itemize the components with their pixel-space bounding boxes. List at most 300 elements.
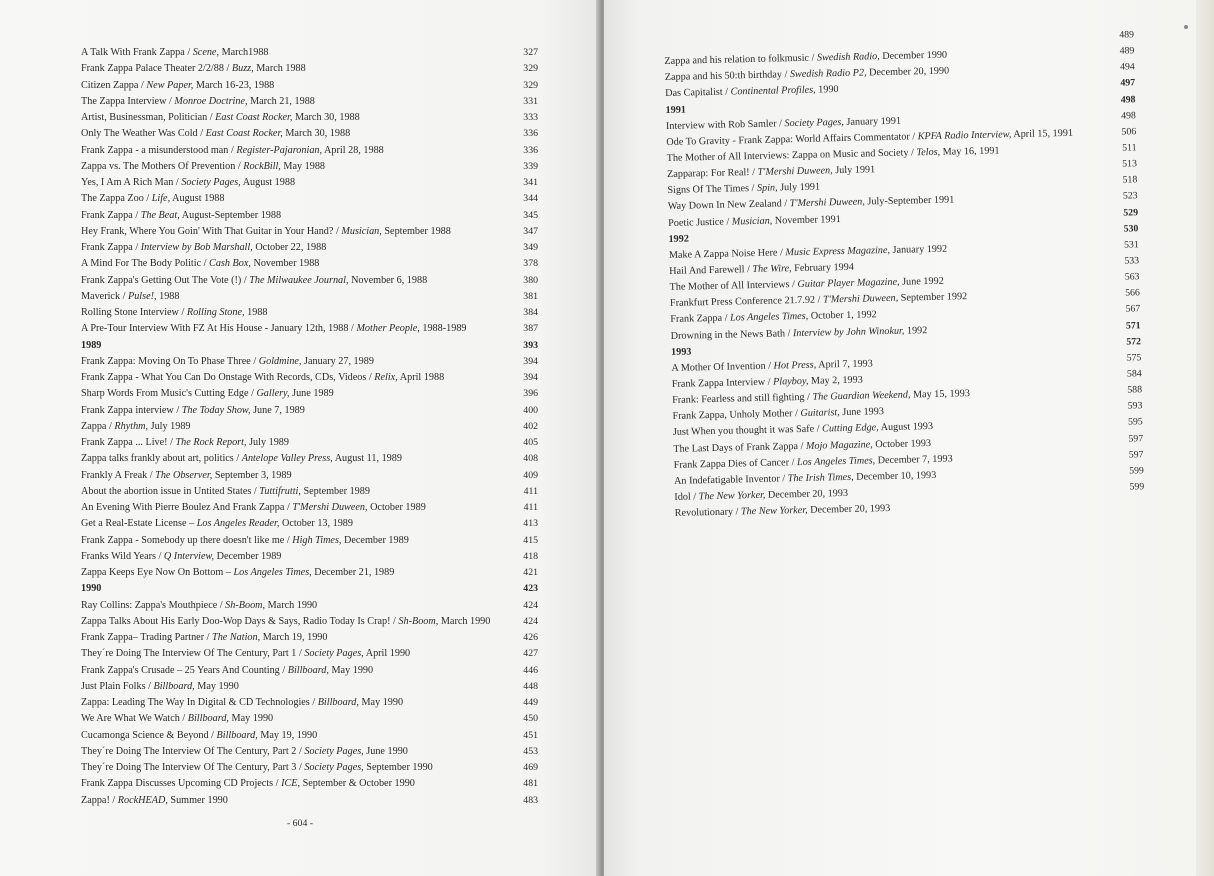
toc-page-number: 336	[523, 128, 538, 140]
toc-entry	[81, 128, 538, 144]
toc-entry-text: Frank Zappa– Trading Partner / The Nation, March 19, 1990	[81, 632, 328, 643]
toc-entry-source: Cutting Edge,	[821, 422, 879, 435]
toc-page-number: 329	[523, 63, 538, 75]
toc-entry-title: Frank Zappa Discusses Upcoming CD Projects	[81, 778, 274, 790]
toc-page-number: 329	[523, 79, 538, 91]
toc-entry-title: A Pre-Tour Interview With FZ At His House - January 12th, 1988	[81, 323, 349, 335]
toc-entry-date: May 1990	[231, 713, 274, 725]
toc-entry	[81, 616, 538, 632]
toc-entry-date: December 1990	[882, 49, 948, 63]
toc-entry-title: Frank Zappa's Getting Out The Vote (!)	[81, 274, 242, 286]
toc-page-number: 575	[1126, 352, 1142, 364]
toc-entry	[81, 437, 538, 453]
toc-entry-title: A Talk With Frank Zappa	[81, 47, 185, 58]
toc-entry-text: About the abortion issue in Untited States / Tuttifrutti, September 1989	[81, 485, 370, 497]
toc-entry-date: March 21, 1988	[250, 95, 315, 107]
toc-entry-text: Rolling Stone Interview / Rolling Stone, 1988	[81, 307, 268, 318]
toc-entry-date: July 1989	[150, 420, 191, 432]
toc-entry-title: The Zappa Zoo	[81, 193, 144, 205]
toc-entry-source: The Today Show,	[181, 404, 251, 416]
toc-entry-source: Society Pages,	[181, 177, 241, 188]
toc-entry-title: Rolling Stone Interview	[81, 307, 179, 318]
toc-entry	[81, 681, 538, 697]
toc-entry-title: Frank Zappa– Trading Partner	[81, 632, 205, 643]
toc-entry-date: December 10, 1993	[856, 469, 937, 483]
toc-entry-text: Frank Zappa Discusses Upcoming CD Projects / ICE, September & October 1990	[81, 778, 415, 790]
toc-entry-text: Drowning in the News Bath / Interview by John Winokur, 1992	[670, 324, 928, 342]
toc-entry-source: Playboy,	[772, 375, 809, 388]
toc-entry-date: April 7, 1993	[818, 358, 873, 371]
toc-entry-source: Interview by Bob Marshall,	[140, 242, 253, 253]
toc-entry-source: The Observer,	[155, 469, 213, 481]
toc-entry-title: Zappa and his relation to folkmusic	[664, 52, 810, 68]
toc-entry-source: KPFA Radio Interview,	[917, 128, 1012, 143]
toc-entry-text: Artist, Businessman, Politician / East Coast Rocker, March 30, 1988	[81, 112, 360, 123]
toc-page-number: 563	[1124, 271, 1140, 283]
toc-page-number: 451	[523, 729, 538, 741]
toc-page-number: 418	[523, 550, 538, 562]
toc-entry-source: East Coast Rocker,	[205, 128, 283, 140]
toc-entry-date: May 1988	[283, 160, 326, 172]
toc-entry-source: East Coast Rocker,	[215, 112, 293, 123]
toc-entry-source: Continental Profiles,	[730, 84, 816, 98]
toc-entry-date: August 1988	[172, 193, 225, 205]
page-number-footer: - 604 -	[286, 818, 314, 829]
toc-entry-source: Hot Press,	[773, 359, 817, 372]
toc-entry-title: Get a Real-Estate License –	[81, 518, 195, 530]
toc-entry-title: Frank Zappa - What You Can Do Onstage With Records, CDs, Videos	[81, 372, 367, 383]
toc-entry-title: Drowning in the News Bath	[670, 327, 786, 342]
toc-entry-date: May 16, 1991	[942, 145, 1000, 158]
toc-entry-source: Mojo Magazine,	[805, 438, 873, 452]
toc-entry-date: August-September 1988	[181, 209, 282, 221]
toc-entry-text: Frank Zappa Palace Theater 2/2/88 / Buzz, March 1988	[81, 63, 306, 75]
toc-entry-source: Tuttifrutti,	[259, 485, 301, 497]
toc-entry-source: ICE,	[281, 778, 301, 790]
toc-entry-source: Rhythm,	[114, 420, 149, 432]
toc-page-number: 566	[1125, 287, 1140, 299]
toc-entry-source: Guitarist,	[800, 407, 840, 420]
toc-entry-title: Hey Frank, Where You Goin' With That Guitar in Your Hand?	[81, 225, 334, 237]
toc-page-number: 405	[523, 437, 538, 448]
toc-entry-text: Zapparap: For Real! / T'Mershi Duween, July 1991	[666, 164, 876, 181]
toc-entry-source: Mother People,	[356, 323, 420, 335]
toc-entry-text: Sharp Words From Music's Cutting Edge / Gallery, June 1989	[81, 388, 334, 400]
toc-entry-source: The New Yorker,	[740, 504, 808, 518]
right-toc-list	[664, 29, 1145, 524]
toc-entry-text: Zappa: Leading The Way In Digital & CD Technologies / Billboard, May 1990	[81, 697, 404, 708]
toc-entry-date: January 1991	[846, 115, 902, 128]
toc-page-number: 394	[523, 355, 538, 367]
toc-entry-title: Ray Collins: Zappa's Mouthpiece	[81, 599, 218, 611]
toc-entry	[81, 193, 538, 209]
toc-entry-text: Frankfurt Press Conference 21.7.92 / T'Mershi Duween, September 1992	[669, 291, 968, 310]
page-edge	[1196, 0, 1214, 876]
toc-year: 1991	[665, 104, 687, 116]
toc-page-number: 571	[1125, 319, 1141, 332]
toc-entry-text: We Are What We Watch / Billboard, May 1990	[81, 713, 274, 725]
toc-entry-title: Frank Zappa - Somebody up there doesn't like me	[81, 534, 285, 546]
toc-entry-title: Make A Zappa Noise Here	[668, 247, 778, 261]
toc-page-number: 453	[523, 745, 538, 757]
toc-entry	[81, 112, 538, 128]
toc-entry	[81, 145, 538, 161]
toc-page-number: 448	[523, 680, 538, 692]
toc-page-number: 347	[523, 225, 538, 237]
toc-page-number: 333	[523, 112, 538, 123]
toc-entry-text: Poetic Justice / Musician, November 1991	[668, 213, 841, 229]
toc-entry-date: April 1988	[399, 372, 445, 383]
toc-entry-date: October 13, 1989	[281, 518, 353, 530]
toc-page-number: 529	[1123, 206, 1139, 219]
toc-entry-date: September 1988	[384, 225, 451, 237]
toc-entry-source: Gallery,	[256, 388, 290, 400]
toc-entry	[81, 518, 538, 534]
toc-entry-title: Frank Zappa	[670, 313, 723, 326]
toc-page-number: 400	[523, 404, 538, 416]
toc-entry-text: Idol / The New Yorker, December 20, 1993	[674, 487, 849, 503]
toc-entry-text: Hail And Farewell / The Wire, February 1994	[669, 261, 855, 277]
toc-page-number: 345	[523, 209, 538, 221]
toc-entry-date: 1988	[247, 307, 268, 318]
toc-entry-title: They´re Doing The Interview Of The Century, Part 2	[81, 745, 297, 757]
scan-speck	[1184, 25, 1188, 29]
toc-entry	[81, 778, 538, 794]
toc-page-number: 411	[523, 485, 538, 497]
toc-entry-date: October 22, 1988	[255, 242, 327, 253]
toc-entry-source: Relix,	[374, 372, 398, 383]
toc-entry-text: Frank Zappa / The Beat, August-September 1988	[81, 209, 282, 221]
toc-entry-source: The Irish Times,	[787, 471, 854, 485]
toc-entry-text: Frank Zappa - What You Can Do Onstage With Records, CDs, Videos / Relix, April 1988	[81, 372, 445, 383]
toc-entry-text: Frank Zappa - a misunderstood man / Register-Pajaronian, April 28, 1988	[81, 144, 384, 156]
toc-entry-source: Antelope Valley Press,	[241, 453, 333, 465]
toc-entry	[81, 697, 538, 713]
toc-page-number: 567	[1125, 303, 1141, 315]
toc-entry-date: April 15, 1991	[1013, 127, 1074, 140]
toc-entry-date: July 1991	[780, 181, 821, 194]
toc-entry-date: December 20, 1993	[767, 487, 849, 501]
toc-entry-text: Frank Zappa Dies of Cancer / Los Angeles Times, December 7, 1993	[673, 453, 953, 471]
toc-entry-source: Los Angeles Reader,	[196, 518, 280, 530]
toc-entry-date: March 1990	[267, 599, 318, 611]
toc-entry-date: March 1988	[256, 63, 306, 75]
toc-entry-text: The Zappa Interview / Monroe Doctrine, March 21, 1988	[81, 95, 315, 107]
toc-entry-date: May 15, 1993	[912, 388, 971, 401]
toc-entry-source: Life,	[151, 193, 171, 205]
toc-page-number: 344	[523, 193, 538, 205]
toc-year-heading	[81, 583, 538, 599]
toc-entry-source: Billboard,	[153, 680, 195, 692]
toc-page-number: 597	[1128, 432, 1144, 445]
toc-entry-title: A Mother Of Invention	[671, 360, 766, 374]
toc-entry-date: May 1990	[361, 697, 404, 708]
toc-entry-text: Just Plain Folks / Billboard, May 1990	[81, 680, 239, 692]
toc-entry-source: T'Mershi Duween,	[292, 502, 368, 513]
toc-entry-text: Frank Zappa: Moving On To Phase Three / Goldmine, January 27, 1989	[81, 355, 374, 367]
toc-entry-text: Zappa Talks About His Early Doo-Wop Days & Says, Radio Today Is Crap! / Sh-Boom, March 1990	[81, 615, 491, 627]
toc-entry	[81, 713, 538, 729]
toc-page-number: 339	[523, 160, 538, 172]
toc-entry-source: Cash Box,	[209, 258, 251, 270]
toc-entry-title: Artist, Businessman, Politician	[81, 112, 208, 123]
toc-page-number: 423	[523, 583, 538, 595]
toc-entry-date: October 1993	[875, 437, 932, 450]
toc-entry-source: High Times,	[292, 534, 342, 546]
toc-page-number: 469	[523, 762, 538, 773]
toc-page-number: 513	[1122, 158, 1138, 170]
toc-entry-date: 1990	[818, 84, 839, 96]
toc-entry-text: Zappa / Rhythm, July 1989	[81, 420, 191, 432]
toc-page-number: 489	[1119, 29, 1135, 41]
toc-entry-date: September 3, 1989	[214, 469, 292, 481]
toc-entry-date: September 1989	[303, 485, 370, 497]
toc-entry-date: October 1, 1992	[810, 309, 877, 323]
toc-entry	[81, 746, 538, 762]
toc-entry-date: December 7, 1993	[877, 453, 953, 466]
toc-page-number: 518	[1122, 174, 1138, 186]
toc-entry-source: The Nation,	[212, 632, 261, 643]
toc-entry-text: Zappa and his 50:th birthday / Swedish Radio P2, December 20, 1990	[664, 65, 950, 84]
toc-entry-text: Zappa and his relation to folkmusic / Swedish Radio, December 1990	[664, 49, 948, 68]
toc-entry	[81, 80, 538, 96]
toc-entry	[81, 730, 538, 746]
toc-entry-source: Society Pages,	[304, 745, 364, 757]
toc-entry	[81, 551, 538, 567]
toc-page-number: 409	[523, 469, 538, 481]
toc-page-number: 599	[1129, 465, 1145, 477]
toc-entry-date: November 1988	[253, 258, 320, 270]
toc-page-number: 341	[523, 177, 538, 188]
toc-entry-title: Frank Zappa - a misunderstood man	[81, 144, 229, 156]
toc-entry-date: January 1992	[892, 243, 948, 256]
toc-entry-text: Frankly A Freak / The Observer, September 3, 1989	[81, 469, 292, 481]
toc-entry	[81, 177, 538, 193]
toc-entry-source: The Milwaukee Journal,	[249, 274, 349, 286]
toc-page-number: 595	[1127, 416, 1143, 428]
toc-entry-text: Frank Zappa's Getting Out The Vote (!) / The Milwaukee Journal, November 6, 1988	[81, 274, 428, 286]
toc-entry-text: The Mother of All Interviews / Guitar Player Magazine, June 1992	[669, 275, 944, 294]
toc-page-number: 349	[523, 242, 538, 253]
toc-entry-date: March 30, 1988	[294, 112, 360, 123]
toc-entry	[81, 648, 538, 664]
toc-page-number: 530	[1123, 222, 1139, 235]
toc-entry-source: Billboard,	[317, 697, 359, 708]
toc-entry-text: Way Down In New Zealand / T'Mershi Duween, July-September 1991	[667, 194, 955, 213]
toc-entry-source: Los Angeles Times,	[796, 454, 876, 468]
toc-entry-title: An Indefatigable Inventor	[673, 473, 780, 487]
toc-year: 1990	[81, 583, 102, 595]
toc-entry-source: The Wire,	[752, 263, 792, 276]
toc-entry-source: RockBill,	[243, 160, 281, 172]
toc-page-number: 584	[1126, 368, 1142, 380]
toc-entry-title: Frank Zappa Palace Theater 2/2/88	[81, 63, 224, 75]
toc-entry-date: September 1990	[366, 762, 433, 773]
toc-entry-source: Q Interview,	[163, 550, 215, 562]
toc-entry-source: Billboard,	[187, 713, 229, 725]
toc-entry-title: Frank Zappa interview	[81, 404, 174, 416]
toc-entry-source: Society Pages,	[304, 762, 364, 773]
toc-entry-text: Yes, I Am A Rich Man / Society Pages, August 1988	[81, 177, 296, 188]
toc-entry-title: Maverick	[81, 290, 121, 302]
toc-entry-date: November 6, 1988	[351, 274, 428, 286]
toc-entry-source: Sh-Boom,	[398, 615, 439, 627]
toc-entry-title: Zappa and his 50:th birthday	[664, 69, 783, 84]
toc-entry-title: Frankfurt Press Conference 21.7.92	[669, 294, 816, 310]
toc-page-number: 426	[523, 632, 538, 643]
toc-entry-source: Spin,	[756, 182, 778, 195]
toc-entry-text: Frank Zappa, Unholy Mother / Guitarist, June 1993	[672, 406, 885, 423]
toc-page-number: 593	[1127, 400, 1143, 412]
toc-entry-source: The Guardian Weekend,	[812, 389, 911, 403]
toc-entry-text: They´re Doing The Interview Of The Century, Part 2 / Society Pages, June 1990	[81, 745, 408, 757]
toc-year: 1993	[670, 346, 692, 358]
toc-entry	[81, 63, 538, 79]
toc-page-number: 523	[1122, 190, 1138, 203]
toc-entry-source: Scene,	[192, 47, 220, 58]
toc-entry-text: Only The Weather Was Cold / East Coast Rocker, March 30, 1988	[81, 128, 351, 140]
toc-entry	[81, 388, 538, 404]
toc-entry-source: The New Yorker,	[698, 489, 766, 503]
toc-entry-text: Interview with Rob Samler / Society Pages, January 1991	[665, 115, 902, 132]
toc-entry-text: Cucamonga Science & Beyond / Billboard, May 19, 1990	[81, 729, 318, 741]
toc-entry-title: Frank Zappa Interview	[671, 376, 766, 390]
toc-page-number: 424	[523, 615, 538, 627]
toc-page-number: 449	[523, 697, 538, 708]
toc-entry-date: November 1991	[774, 213, 841, 227]
toc-page-number: 489	[1119, 45, 1135, 57]
toc-entry-source: The Beat,	[140, 209, 180, 221]
toc-entry-source: Swedish Radio,	[816, 51, 880, 64]
toc-entry	[81, 291, 538, 307]
toc-entry-date: December 1989	[216, 550, 282, 562]
toc-page-number: 498	[1121, 110, 1136, 122]
toc-entry-text: Ray Collins: Zappa's Mouthpiece / Sh-Boom, March 1990	[81, 599, 318, 611]
toc-entry-text: Frank Zappa ... Live! / The Rock Report, July 1989	[81, 437, 289, 448]
toc-entry-title: Idol	[674, 491, 691, 503]
toc-entry-title: Just Plain Folks	[81, 680, 146, 692]
toc-entry-text: A Mind For The Body Politic / Cash Box, November 1988	[81, 258, 320, 270]
toc-entry-source: Monroe Doctrine,	[174, 95, 248, 107]
toc-entry-source: T'Mershi Duween,	[789, 196, 866, 210]
toc-entry-text: A Pre-Tour Interview With FZ At His House - January 12th, 1988 / Mother People, 1988-1989	[81, 323, 467, 335]
toc-entry	[81, 372, 538, 388]
toc-entry-title: Ode To Gravity - Frank Zappa: World Affairs Commentator	[666, 131, 910, 148]
toc-entry-date: March 19, 1990	[262, 632, 328, 643]
toc-entry-date: October 1989	[370, 502, 426, 513]
toc-entry-title: Way Down In New Zealand	[667, 198, 782, 213]
toc-entry-title: Frank: Fearless and still fighting	[672, 391, 805, 406]
toc-entry-source: Register-Pajaronian,	[236, 144, 323, 156]
toc-entry-title: Frank Zappa	[81, 242, 133, 253]
toc-entry-text: Frank: Fearless and still fighting / The Guardian Weekend, May 15, 1993	[672, 388, 971, 406]
toc-entry-title: Zappa Keeps Eye Now On Bottom –	[81, 567, 231, 578]
toc-entry-text: Make A Zappa Noise Here / Music Express Magazine, January 1992	[668, 243, 948, 261]
toc-entry-date: 1988-1989	[422, 323, 467, 335]
toc-entry-date: January 27, 1989	[304, 355, 374, 367]
toc-page-number: 381	[523, 290, 538, 302]
toc-entry-date: February 1994	[794, 261, 855, 275]
toc-entry-text: Frank Zappa interview / The Today Show, June 7, 1989	[81, 404, 305, 416]
toc-entry-title: Hail And Farewell	[669, 264, 745, 277]
toc-entry-date: December 20, 1990	[868, 65, 950, 79]
toc-page-number: 378	[523, 258, 538, 270]
toc-entry-title: Cucamonga Science & Beyond	[81, 729, 209, 741]
toc-entry-text: Zappa talks frankly about art, politics / Antelope Valley Press, August 11, 1989	[81, 453, 402, 465]
toc-entry-date: June 1989	[292, 388, 334, 400]
toc-entry	[81, 535, 538, 551]
toc-entry-text: The Mother of All Interviews: Zappa on Music and Society / Telos, May 16, 1991	[666, 145, 1000, 164]
toc-entry-date: July 1989	[249, 437, 289, 448]
toc-entry-date: June 7, 1989	[253, 404, 305, 416]
toc-entry-text: Just When you thought it was Safe / Cutting Edge, August 1993	[672, 421, 934, 439]
toc-entry	[81, 795, 538, 811]
toc-entry-source: New Paper,	[146, 79, 194, 91]
toc-entry-title: They´re Doing The Interview Of The Century, Part 1	[81, 648, 297, 660]
toc-entry-text	[81, 567, 394, 578]
toc-page-number: 599	[1129, 481, 1145, 493]
toc-entry	[81, 600, 538, 616]
toc-page-number: 588	[1127, 384, 1143, 396]
toc-page-number: 415	[523, 534, 538, 546]
toc-entry	[81, 210, 538, 226]
toc-entry-title: Poetic Justice	[668, 216, 725, 229]
toc-entry-title: The Mother of All Interviews: Zappa on Music and Society	[666, 147, 909, 164]
toc-entry-date: May 1990	[331, 664, 374, 676]
toc-entry-date: August 11, 1989	[334, 453, 402, 465]
toc-entry-date: April 1990	[365, 648, 411, 660]
toc-entry-date: July 1991	[835, 164, 876, 177]
toc-page-number: 402	[523, 420, 538, 432]
toc-entry-source: Sh-Boom,	[225, 599, 266, 611]
toc-entry-date: May 1990	[197, 680, 239, 692]
toc-entry-text: They´re Doing The Interview Of The Century, Part 3 / Society Pages, September 1990	[81, 762, 433, 773]
toc-entry-source: Los Angeles Times,	[233, 567, 312, 578]
toc-page-number: 427	[523, 648, 538, 660]
toc-entry-date: September & October 1990	[302, 778, 415, 790]
toc-entry	[81, 405, 538, 421]
toc-entry-title: Zappa vs. The Mothers Of Prevention	[81, 160, 236, 172]
toc-page-number: 393	[523, 339, 538, 351]
toc-entry-title: Just When you thought it was Safe	[672, 424, 815, 439]
toc-entry-title: Interview with Rob Samler	[665, 118, 777, 132]
toc-entry	[81, 47, 538, 63]
toc-page-number: 424	[523, 599, 538, 611]
toc-page-number: 533	[1124, 255, 1140, 267]
toc-entry-date: June 1993	[842, 406, 885, 419]
toc-page-number: 531	[1123, 239, 1139, 251]
toc-page-number: 384	[523, 307, 538, 318]
toc-entry	[81, 242, 538, 258]
toc-page-number: 497	[1120, 77, 1136, 90]
left-toc-list	[81, 47, 538, 811]
toc-entry-text: An Indefatigable Inventor / The Irish Times, December 10, 1993	[673, 469, 937, 487]
toc-page-number: 572	[1126, 335, 1142, 348]
toc-entry-title: Frank Zappa's Crusade – 25 Years And Counting	[81, 664, 280, 676]
toc-entry-title: Frank Zappa, Unholy Mother	[672, 408, 793, 423]
toc-page-number: 481	[523, 778, 538, 790]
toc-entry-title: Frank Zappa	[81, 209, 133, 221]
toc-entry-text: Revolutionary / The New Yorker, December 20, 1993	[674, 503, 891, 519]
toc-entry	[81, 486, 538, 502]
toc-entry-title: Yes, I Am A Rich Man	[81, 177, 174, 188]
toc-page-number: 506	[1121, 126, 1137, 138]
toc-entry	[81, 665, 538, 681]
toc-entry-text: Signs Of The Times / Spin, July 1991	[667, 181, 821, 197]
toc-page-number: 446	[523, 664, 538, 676]
toc-entry-date: May 19, 1990	[260, 729, 318, 741]
toc-entry	[81, 453, 538, 469]
